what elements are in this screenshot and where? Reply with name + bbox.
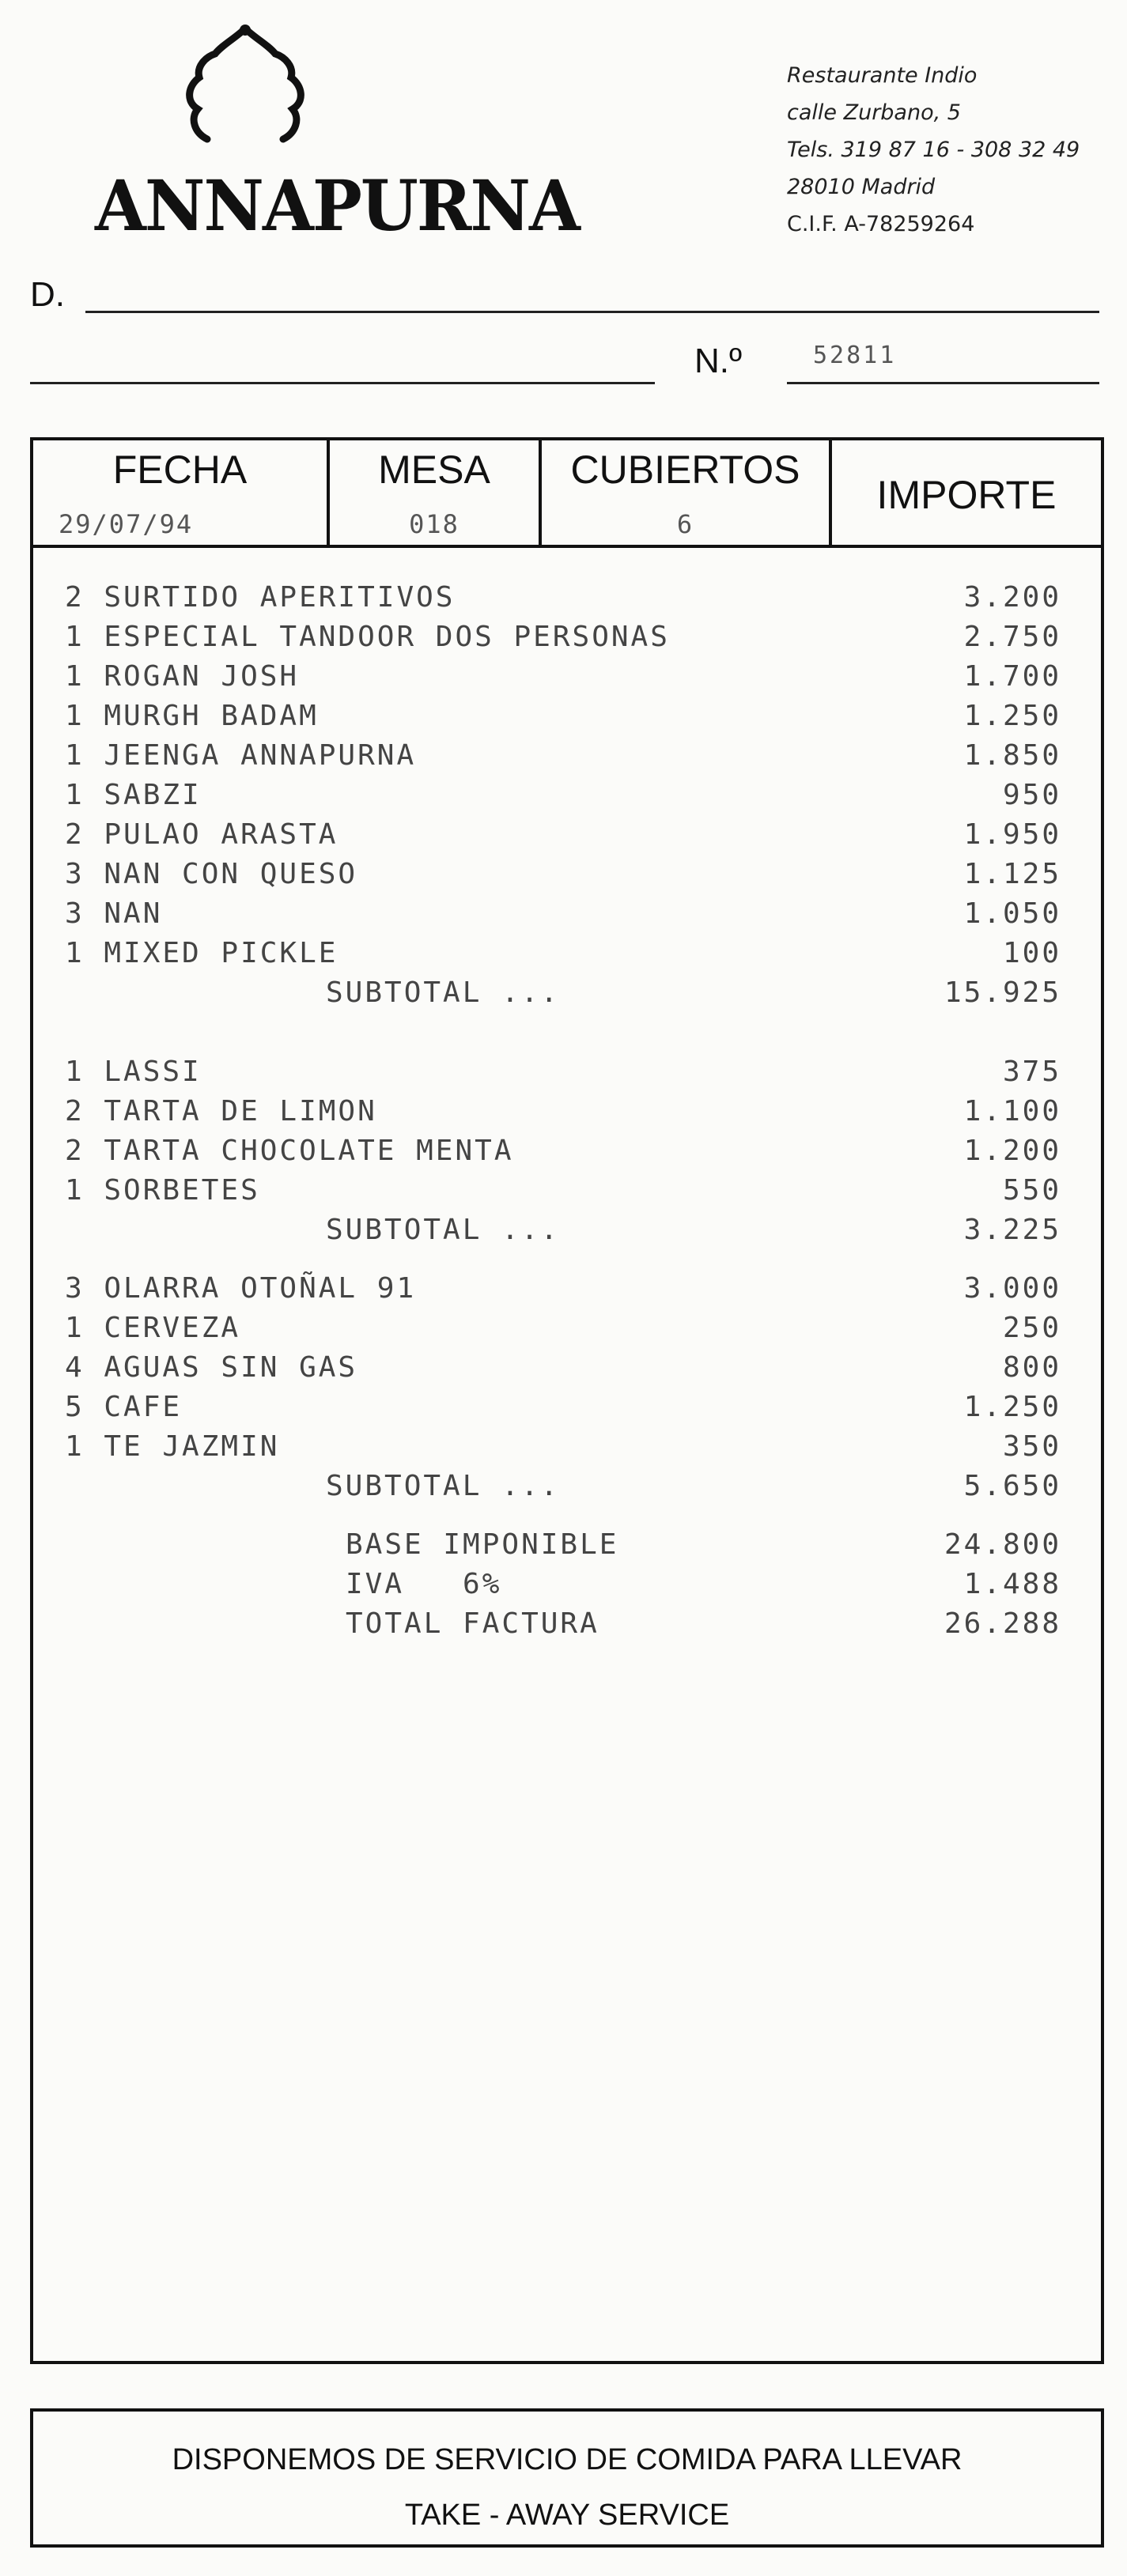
item-desc: 1 MIXED PICKLE: [65, 937, 338, 969]
address-line: 28010 Madrid: [787, 175, 936, 199]
list-item: [65, 739, 1101, 779]
item-amount: 800: [1002, 1351, 1061, 1384]
subtotal-row: [65, 976, 1101, 1016]
item-desc: 1 SABZI: [65, 779, 202, 811]
fecha-cell: [33, 440, 330, 545]
subtotal-amount: 15.925: [944, 976, 1061, 1009]
item-amount: 1.950: [963, 818, 1061, 851]
subtotal-row: [65, 1214, 1101, 1253]
importe-cell: [832, 440, 1101, 545]
subtotal-label: SUBTOTAL ...: [326, 976, 561, 1009]
item-desc: 2 PULAO ARASTA: [65, 818, 338, 851]
iva-row: [65, 1568, 1101, 1607]
list-item: [65, 1430, 1101, 1470]
list-item: [65, 937, 1101, 976]
list-item: [65, 858, 1101, 897]
list-item: [65, 1351, 1101, 1391]
list-item: [65, 700, 1101, 739]
item-amount: 100: [1002, 937, 1061, 969]
blank-line: [30, 382, 655, 384]
invoice-number-label: N.º: [694, 342, 743, 380]
item-amount: 350: [1002, 1430, 1061, 1463]
customer-label: D.: [30, 275, 65, 314]
item-amount: 3.000: [963, 1272, 1061, 1305]
item-amount: 1.250: [963, 1391, 1061, 1423]
item-amount: 250: [1002, 1312, 1061, 1344]
restaurant-address: [787, 57, 1080, 243]
item-amount: 375: [1002, 1056, 1061, 1088]
cubiertos-label: CUBIERTOS: [570, 448, 800, 492]
address-line: calle Zurbano, 5: [787, 100, 961, 125]
item-desc: 2 TARTA DE LIMON: [65, 1095, 377, 1127]
item-desc: 1 JEENGA ANNAPURNA: [65, 739, 417, 772]
item-amount: 1.700: [963, 660, 1061, 693]
item-desc: 4 AGUAS SIN GAS: [65, 1351, 358, 1384]
list-item: [65, 1095, 1101, 1135]
list-item: [65, 1391, 1101, 1430]
list-item: [65, 818, 1101, 858]
invoice-number: 52811: [813, 342, 897, 369]
item-desc: 5 CAFE: [65, 1391, 183, 1423]
fecha-value: 29/07/94: [59, 509, 194, 539]
item-desc: 2 TARTA CHOCOLATE MENTA: [65, 1135, 514, 1167]
total-label: TOTAL FACTURA: [346, 1607, 599, 1640]
item-desc: 2 SURTIDO APERITIVOS: [65, 581, 456, 614]
customer-line: [85, 311, 1099, 313]
item-amount: 2.750: [963, 621, 1061, 653]
importe-label: IMPORTE: [876, 473, 1057, 517]
bill-lines: [65, 581, 1101, 1647]
restaurant-logo: [87, 22, 579, 259]
address-line: Restaurante Indio: [787, 63, 978, 88]
item-desc: 1 ESPECIAL TANDOOR DOS PERSONAS: [65, 621, 670, 653]
item-amount: 1.125: [963, 858, 1061, 890]
item-desc: 3 OLARRA OTOÑAL 91: [65, 1272, 417, 1305]
list-item: [65, 1312, 1101, 1351]
footer-box: [30, 2408, 1104, 2548]
logo-wordmark: ANNAPURNA: [95, 164, 579, 247]
item-desc: 1 MURGH BADAM: [65, 700, 319, 732]
item-amount: 1.050: [963, 897, 1061, 930]
subtotal-label: SUBTOTAL ...: [326, 1214, 561, 1246]
subtotal-amount: 5.650: [963, 1470, 1061, 1502]
list-item: [65, 1135, 1101, 1174]
list-item: [65, 1056, 1101, 1095]
arch-emblem-icon: [174, 22, 316, 157]
subtotal-amount: 3.225: [963, 1214, 1061, 1246]
footer-line-2: TAKE - AWAY SERVICE: [404, 2499, 730, 2532]
total-amount: 1.488: [963, 1568, 1061, 1600]
subtotal-row: [65, 1470, 1101, 1509]
item-desc: 3 NAN CON QUESO: [65, 858, 358, 890]
bill-box: [30, 437, 1104, 2364]
cubiertos-cell: [542, 440, 832, 545]
item-desc: 1 SORBETES: [65, 1174, 260, 1207]
subtotal-label: SUBTOTAL ...: [326, 1470, 561, 1502]
item-amount: 1.250: [963, 700, 1061, 732]
item-desc: 1 ROGAN JOSH: [65, 660, 300, 693]
list-item: [65, 1174, 1101, 1214]
address-line: Tels. 319 87 16 - 308 32 49: [787, 138, 1080, 162]
bill-header-row: [33, 440, 1101, 548]
list-item: [65, 779, 1101, 818]
list-item: [65, 897, 1101, 937]
item-desc: 3 NAN: [65, 897, 163, 930]
list-item: [65, 621, 1101, 660]
item-amount: 550: [1002, 1174, 1061, 1207]
total-amount: 26.288: [944, 1607, 1061, 1640]
total-label: IVA 6%: [346, 1568, 502, 1600]
item-amount: 3.200: [963, 581, 1061, 614]
list-item: [65, 1272, 1101, 1312]
list-item: [65, 581, 1101, 621]
mesa-value: 018: [409, 509, 459, 539]
fecha-label: FECHA: [112, 448, 248, 492]
cubiertos-value: 6: [676, 509, 694, 539]
item-desc: 1 CERVEZA: [65, 1312, 241, 1344]
cif-number: C.I.F. A-78259264: [787, 212, 975, 236]
item-desc: 1 TE JAZMIN: [65, 1430, 280, 1463]
item-amount: 1.200: [963, 1135, 1061, 1167]
item-amount: 1.100: [963, 1095, 1061, 1127]
footer-line-1: DISPONEMOS DE SERVICIO DE COMIDA PARA LLEVAR: [172, 2443, 962, 2476]
item-amount: 1.850: [963, 739, 1061, 772]
total-label: BASE IMPONIBLE: [346, 1528, 619, 1561]
item-amount: 950: [1002, 779, 1061, 811]
mesa-label: MESA: [378, 448, 490, 492]
item-desc: 1 LASSI: [65, 1056, 202, 1088]
total-amount: 24.800: [944, 1528, 1061, 1561]
invoice-number-line: [787, 382, 1099, 384]
base-imponible-row: [65, 1528, 1101, 1568]
list-item: [65, 660, 1101, 700]
total-factura-row: [65, 1607, 1101, 1647]
mesa-cell: [330, 440, 542, 545]
